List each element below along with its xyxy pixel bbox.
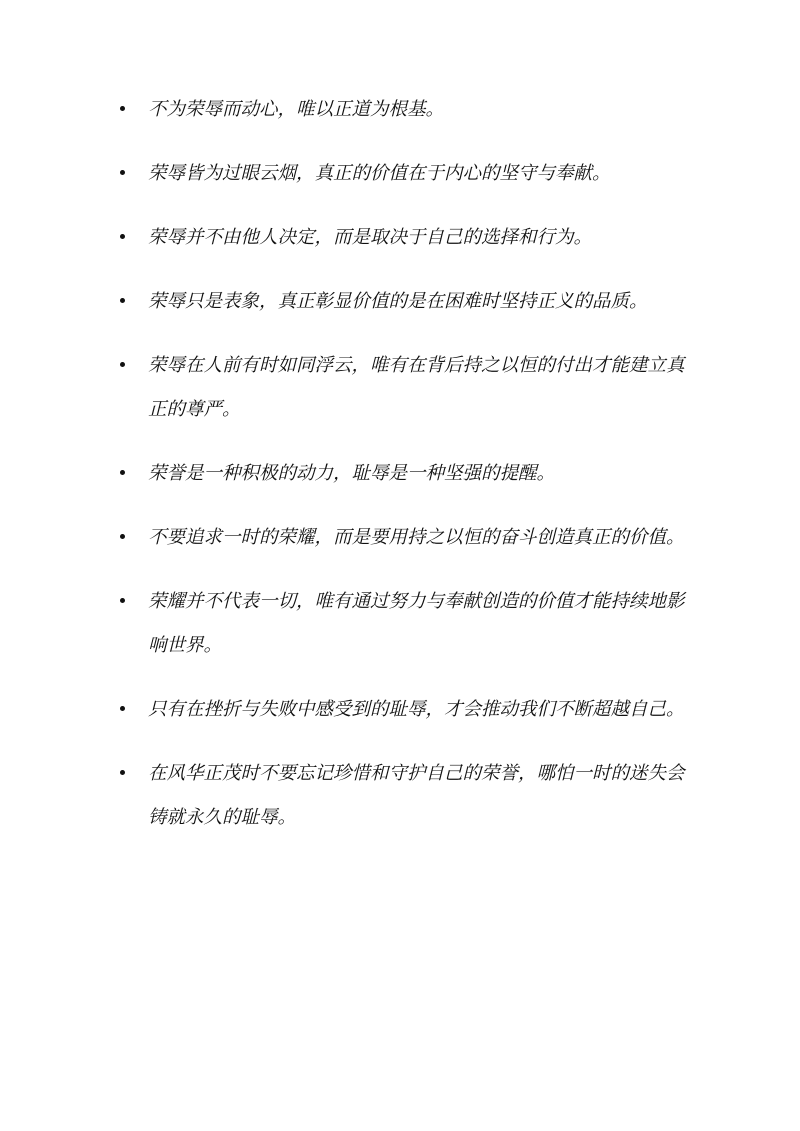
list-item bbox=[118, 152, 698, 196]
list-item-text: 不为荣辱而动心，唯以正道为根基。 bbox=[148, 99, 445, 120]
list-item bbox=[118, 216, 698, 260]
bullet-point-icon bbox=[120, 470, 125, 475]
list-item bbox=[118, 752, 698, 840]
list-item bbox=[118, 516, 698, 560]
bullet-point-icon bbox=[120, 706, 125, 711]
list-item bbox=[118, 88, 698, 132]
list-item bbox=[118, 280, 698, 324]
bullet-point-icon bbox=[120, 534, 125, 539]
bullet-point-icon bbox=[120, 234, 125, 239]
list-item-text: 荣辱在人前有时如同浮云，唯有在背后持之以恒的付出才能建立真正的尊严。 bbox=[148, 355, 685, 420]
list-item bbox=[118, 688, 698, 732]
list-item-text: 荣辱只是表象，真正彰显价值的是在困难时坚持正义的品质。 bbox=[148, 291, 648, 312]
list-item-text: 荣誉是一种积极的动力，耻辱是一种坚强的提醒。 bbox=[148, 463, 556, 484]
bullet-point-icon bbox=[120, 362, 125, 367]
bullet-point-icon bbox=[120, 598, 125, 603]
bullet-point-icon bbox=[120, 106, 125, 111]
list-item bbox=[118, 344, 698, 432]
bullet-point-icon bbox=[120, 170, 125, 175]
list-item bbox=[118, 580, 698, 668]
list-item-text: 只有在挫折与失败中感受到的耻辱，才会推动我们不断超越自己。 bbox=[148, 699, 685, 720]
list-item-text: 在风华正茂时不要忘记珍惜和守护自己的荣誉，哪怕一时的迷失会铸就永久的耻辱。 bbox=[148, 763, 685, 828]
list-item-text: 荣耀并不代表一切，唯有通过努力与奉献创造的价值才能持续地影响世界。 bbox=[148, 591, 685, 656]
list-item-text: 荣辱皆为过眼云烟，真正的价值在于内心的坚守与奉献。 bbox=[148, 163, 611, 184]
list-item bbox=[118, 452, 698, 496]
list-item-text: 不要追求一时的荣耀，而是要用持之以恒的奋斗创造真正的价值。 bbox=[148, 527, 685, 548]
bullet-point-icon bbox=[120, 298, 125, 303]
bullet-list bbox=[118, 88, 698, 860]
bullet-point-icon bbox=[120, 770, 125, 775]
list-item-text: 荣辱并不由他人决定，而是取决于自己的选择和行为。 bbox=[148, 227, 593, 248]
